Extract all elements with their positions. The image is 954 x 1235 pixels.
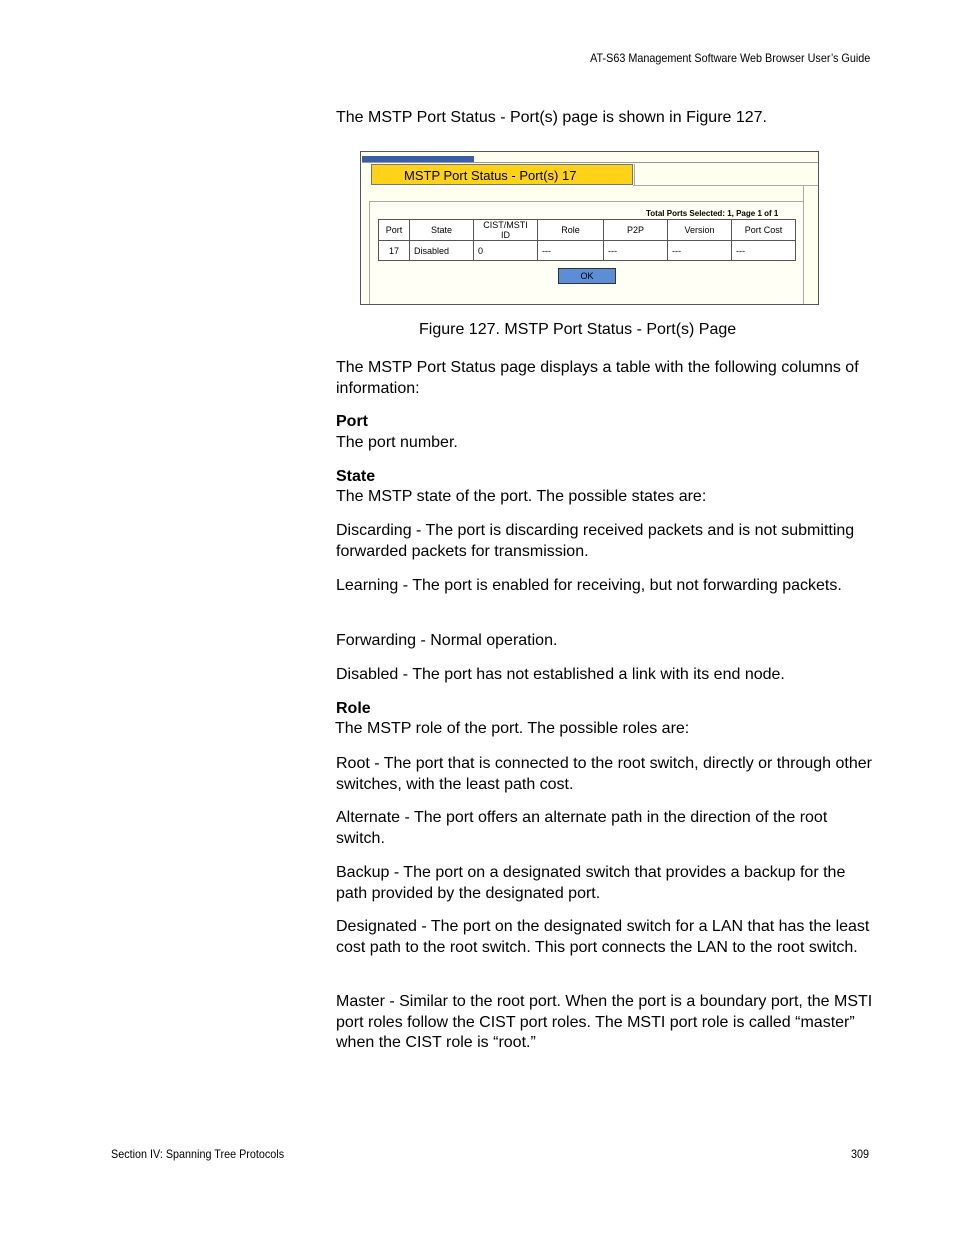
role-alternate: Alternate - The port offers an alternate path in the direction of the root switch.	[336, 809, 828, 847]
table-cell: ---	[538, 241, 604, 261]
table-cell: 17	[379, 241, 410, 261]
role-root: Root - The port that is connected to the root switch, directly or through other switches, with the least path cost.	[336, 755, 872, 793]
column-header: Port	[379, 220, 410, 241]
definition-role: The MSTP role of the port. The possible roles are:	[335, 720, 690, 737]
footer-section: Section IV: Spanning Tree Protocols	[111, 1147, 285, 1161]
table-cell: 0	[474, 241, 538, 261]
column-header: Port Cost	[732, 220, 796, 241]
term-port: Port	[336, 413, 368, 430]
table-description: The MSTP Port Status page displays a table with the following columns of information:	[336, 359, 859, 397]
divider	[633, 185, 818, 186]
term-role: Role	[336, 700, 371, 717]
table-row	[379, 241, 796, 261]
state-learning: Learning - The port is enabled for receiving, but not forwarding packets.	[336, 577, 842, 594]
term-state: State	[336, 468, 376, 485]
page-number: 309	[850, 1147, 869, 1161]
state-disabled: Disabled - The port has not established a link with its end node.	[336, 666, 785, 683]
running-header: AT-S63 Management Software Web Browser User’s Guide	[589, 51, 870, 65]
figure-caption: Figure 127. MSTP Port Status - Port(s) Page	[419, 321, 737, 338]
table-cell: Disabled	[410, 241, 474, 261]
role-designated: Designated - The port on the designated switch for a LAN that has the least cost path to the root switch. This port connects the LAN to the root switch.	[336, 918, 870, 956]
table-header-row	[379, 220, 796, 241]
intro-paragraph: The MSTP Port Status - Port(s) page is shown in Figure 127.	[336, 109, 767, 126]
scroll-area	[803, 186, 818, 304]
role-master: Master - Similar to the root port. When the port is a boundary port, the MSTI port roles follow the CIST port roles. The MSTI port role is called “master” when the CIST role is “root.”	[336, 993, 873, 1051]
definition-state: The MSTP state of the port. The possible states are:	[336, 488, 707, 505]
divider	[362, 162, 818, 163]
column-header: State	[410, 220, 474, 241]
state-forwarding: Forwarding - Normal operation.	[336, 632, 558, 649]
table-cell: ---	[604, 241, 668, 261]
column-header: CIST/MSTI ID	[474, 220, 538, 241]
divider	[634, 164, 635, 185]
column-header: Version	[668, 220, 732, 241]
column-header: P2P	[604, 220, 668, 241]
window-title: MSTP Port Status - Port(s) 17	[371, 164, 633, 185]
total-ports-label: Total Ports Selected: 1, Page 1 of 1	[646, 209, 779, 218]
column-header: Role	[538, 220, 604, 241]
definition-port: The port number.	[336, 434, 458, 451]
port-status-table	[378, 219, 796, 261]
table-cell: ---	[668, 241, 732, 261]
figure-screenshot	[360, 151, 819, 305]
table-cell: ---	[732, 241, 796, 261]
role-backup: Backup - The port on a designated switch that provides a backup for the path provided by the designated port.	[336, 864, 846, 902]
state-discarding: Discarding - The port is discarding received packets and is not submitting forwarded packets for transmission.	[336, 522, 855, 560]
ok-button[interactable]: OK	[558, 268, 616, 284]
